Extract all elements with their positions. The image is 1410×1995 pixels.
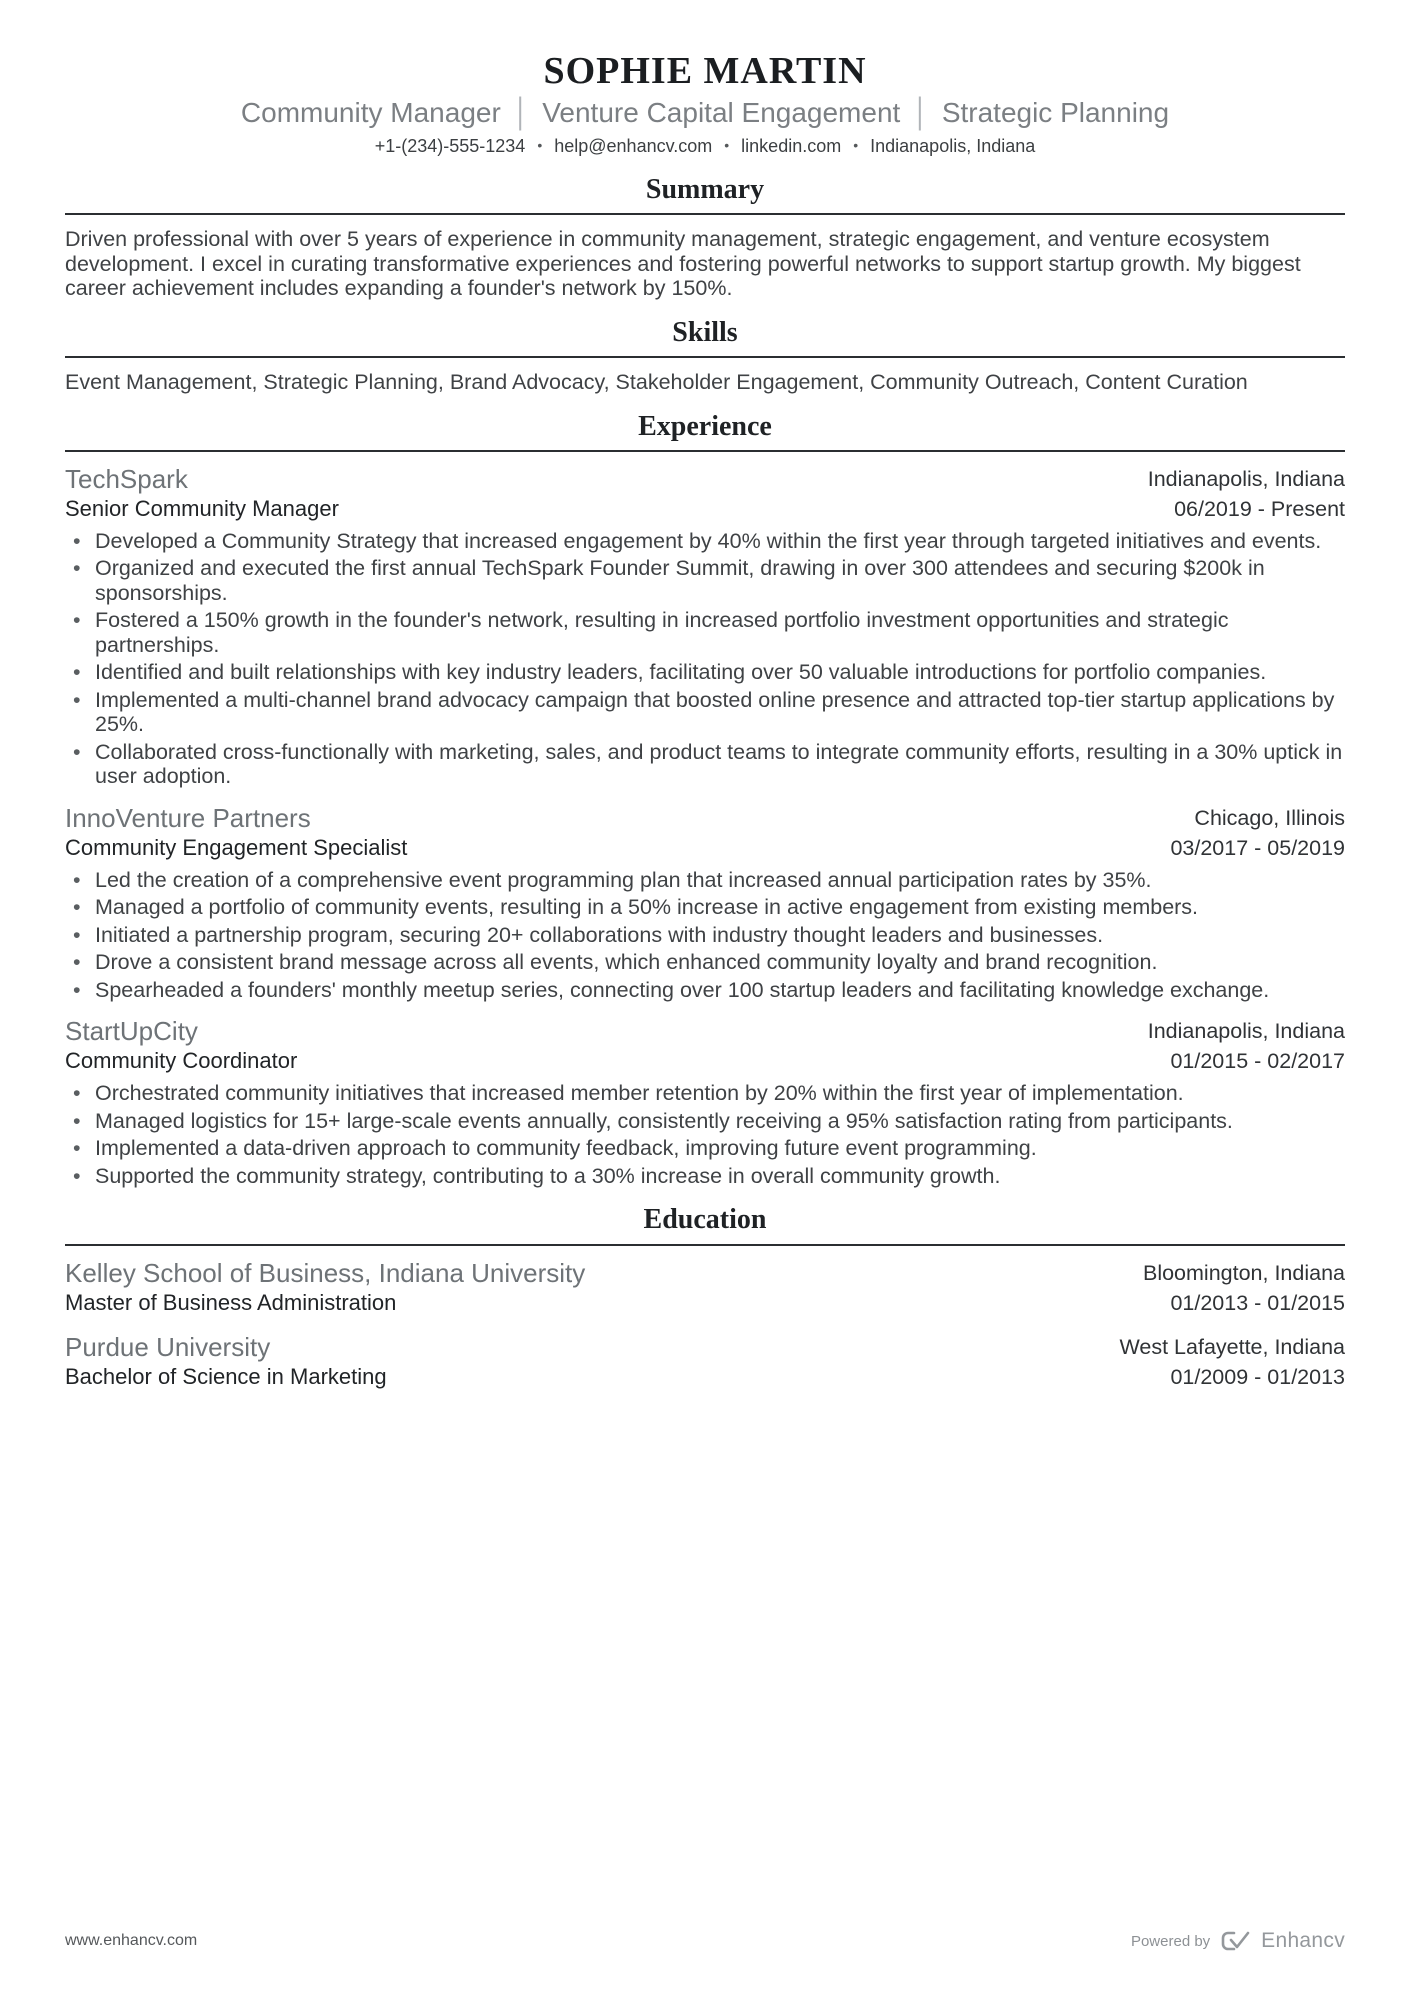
- experience-entry-right: [1148, 464, 1345, 524]
- summary-text: Driven professional with over 5 years of experience in community management, strategic engagement, and venture ecosystem development. I excel in curating transformative experiences and fostering powerful networks to support startup growth. My biggest career achievement includes expanding a founder's network by 150%.: [65, 227, 1301, 301]
- contact-dot-separator: •: [724, 136, 730, 153]
- job-location: Chicago, Illinois: [1194, 805, 1345, 830]
- degree-name: Bachelor of Science in Marketing: [65, 1363, 387, 1389]
- job-title: Senior Community Manager: [65, 495, 339, 521]
- powered-by: [1131, 1929, 1345, 1953]
- resume-header: [65, 50, 1345, 158]
- school-name: Kelley School of Business, Indiana University: [65, 1257, 586, 1288]
- contact-line: [65, 135, 1345, 158]
- education-entry: [65, 1258, 1345, 1318]
- section-divider: [65, 213, 1345, 215]
- company-name: TechSpark: [65, 463, 188, 494]
- section-skills: [65, 317, 1345, 395]
- job-title: Community Engagement Specialist: [65, 834, 408, 860]
- bullet-item: • Implemented a data-driven approach to community feedback, improving future event programming.: [65, 1136, 1345, 1161]
- bullet-item: • Led the creation of a comprehensive event programming plan that increased annual participation rates by 35%.: [65, 868, 1345, 893]
- job-dates: 01/2015 - 02/2017: [1170, 1049, 1345, 1074]
- email-link: help@enhancv.com: [554, 135, 713, 156]
- contact-location: Indianapolis, Indiana: [870, 135, 1036, 156]
- education-entry-header: [65, 1332, 1345, 1392]
- linkedin-link: linkedin.com: [741, 135, 842, 156]
- headline-part: Venture Capital Engagement: [542, 96, 901, 128]
- experience-entry-header: [65, 464, 1345, 524]
- bullet-item: • Drove a consistent brand message across all events, which enhanced community loyalty and brand recognition.: [65, 950, 1345, 975]
- job-bullet-list: [65, 868, 1345, 1003]
- job-bullet-list: [65, 1081, 1345, 1188]
- job-location: Indianapolis, Indiana: [1147, 466, 1345, 491]
- experience-entry: [65, 1016, 1345, 1188]
- headline: [65, 97, 1345, 129]
- company-name: StartUpCity: [65, 1016, 198, 1047]
- education-entry-header: [65, 1258, 1345, 1318]
- bullet-item: • Identified and built relationships with key industry leaders, facilitating over 50 valuable introductions for portfolio companies.: [65, 660, 1345, 685]
- bullet-item: • Orchestrated community initiatives that increased member retention by 20% within the first year of implementation.: [65, 1081, 1345, 1106]
- education-entry-right: [1120, 1332, 1346, 1392]
- company-name: InnoVenture Partners: [65, 802, 311, 833]
- headline-separator: │: [912, 96, 930, 128]
- education-heading: Education: [643, 1204, 767, 1236]
- job-dates: 06/2019 - Present: [1174, 496, 1345, 521]
- experience-entry: [65, 803, 1345, 1003]
- school-location: West Lafayette, Indiana: [1119, 1334, 1345, 1359]
- experience-heading: Experience: [638, 410, 772, 442]
- experience-entry-header: [65, 1016, 1345, 1076]
- contact-dot-separator: •: [537, 136, 543, 153]
- contact-dot-separator: •: [853, 136, 859, 153]
- enhancv-brand-name: Enhancv: [1261, 1929, 1345, 1952]
- bullet-item: • Initiated a partnership program, securing 20+ collaborations with industry thought leaders and businesses.: [65, 923, 1345, 948]
- degree-name: Master of Business Administration: [65, 1289, 397, 1315]
- education-entry-right: [1143, 1258, 1345, 1318]
- section-experience: [65, 411, 1345, 1189]
- school-dates: 01/2013 - 01/2015: [1170, 1290, 1345, 1315]
- experience-entry-right: [1148, 1016, 1345, 1076]
- job-dates: 03/2017 - 05/2019: [1170, 835, 1345, 860]
- skills-heading: Skills: [672, 316, 738, 348]
- phone-number: +1-(234)-555-1234: [374, 135, 526, 156]
- education-entry-left: [65, 1332, 1120, 1392]
- education-entry: [65, 1332, 1345, 1392]
- headline-part: Strategic Planning: [941, 96, 1170, 128]
- bullet-item: • Managed a portfolio of community events, resulting in a 50% increase in active engagement from existing members.: [65, 895, 1345, 920]
- powered-by-label: Powered by: [1130, 1932, 1211, 1950]
- section-education: [65, 1204, 1345, 1391]
- experience-entry-left: [65, 803, 1170, 863]
- experience-entry-right: [1170, 803, 1345, 863]
- school-location: Bloomington, Indiana: [1142, 1260, 1345, 1285]
- school-name: Purdue University: [65, 1331, 271, 1362]
- bullet-item: • Implemented a multi-channel brand advocacy campaign that boosted online presence and attracted top-tier startup applications by 25%.: [65, 688, 1345, 737]
- bullet-item: • Supported the community strategy, contributing to a 30% increase in overall community growth.: [65, 1164, 1345, 1189]
- candidate-name: SOPHIE MARTIN: [543, 50, 867, 92]
- bullet-item: • Organized and executed the first annual TechSpark Founder Summit, drawing in over 300 attendees and securing $200k in sponsorships.: [65, 556, 1345, 605]
- page-footer: [65, 1929, 1345, 1953]
- bullet-item: • Fostered a 150% growth in the founder's network, resulting in increased portfolio investment opportunities and strategic partnerships.: [65, 608, 1345, 657]
- experience-entry-header: [65, 803, 1345, 863]
- headline-part: Community Manager: [240, 96, 501, 128]
- bullet-item: • Managed logistics for 15+ large-scale events annually, consistently receiving a 95% satisfaction rating from participants.: [65, 1109, 1345, 1134]
- section-divider: [65, 356, 1345, 358]
- section-summary: [65, 174, 1345, 301]
- bullet-item: • Developed a Community Strategy that increased engagement by 40% within the first year through targeted initiatives and events.: [65, 529, 1345, 554]
- headline-separator: │: [512, 96, 531, 128]
- education-entry-left: [65, 1258, 1143, 1318]
- experience-entry: [65, 464, 1345, 789]
- section-divider: [65, 450, 1345, 452]
- school-dates: 01/2009 - 01/2013: [1170, 1364, 1345, 1389]
- job-title: Community Coordinator: [65, 1048, 298, 1074]
- section-divider: [65, 1244, 1345, 1246]
- summary-heading: Summary: [645, 174, 765, 206]
- skills-text: Event Management, Strategic Planning, Brand Advocacy, Stakeholder Engagement, Community Outreach, Content Curation: [65, 370, 1248, 395]
- job-bullet-list: [65, 529, 1345, 789]
- experience-entry-left: [65, 1016, 1148, 1076]
- bullet-item: • Spearheaded a founders' monthly meetup series, connecting over 100 startup leaders and facilitating knowledge exchange.: [65, 978, 1345, 1003]
- job-location: Indianapolis, Indiana: [1147, 1019, 1345, 1044]
- enhancv-brand: [1220, 1929, 1345, 1953]
- enhancv-website-link: www.enhancv.com: [65, 1932, 198, 1949]
- bullet-item: • Collaborated cross-functionally with marketing, sales, and product teams to integrate community efforts, resulting in a 30% uptick in user adoption.: [65, 740, 1345, 789]
- enhancv-logo-icon: [1220, 1930, 1254, 1952]
- experience-entry-left: [65, 464, 1148, 524]
